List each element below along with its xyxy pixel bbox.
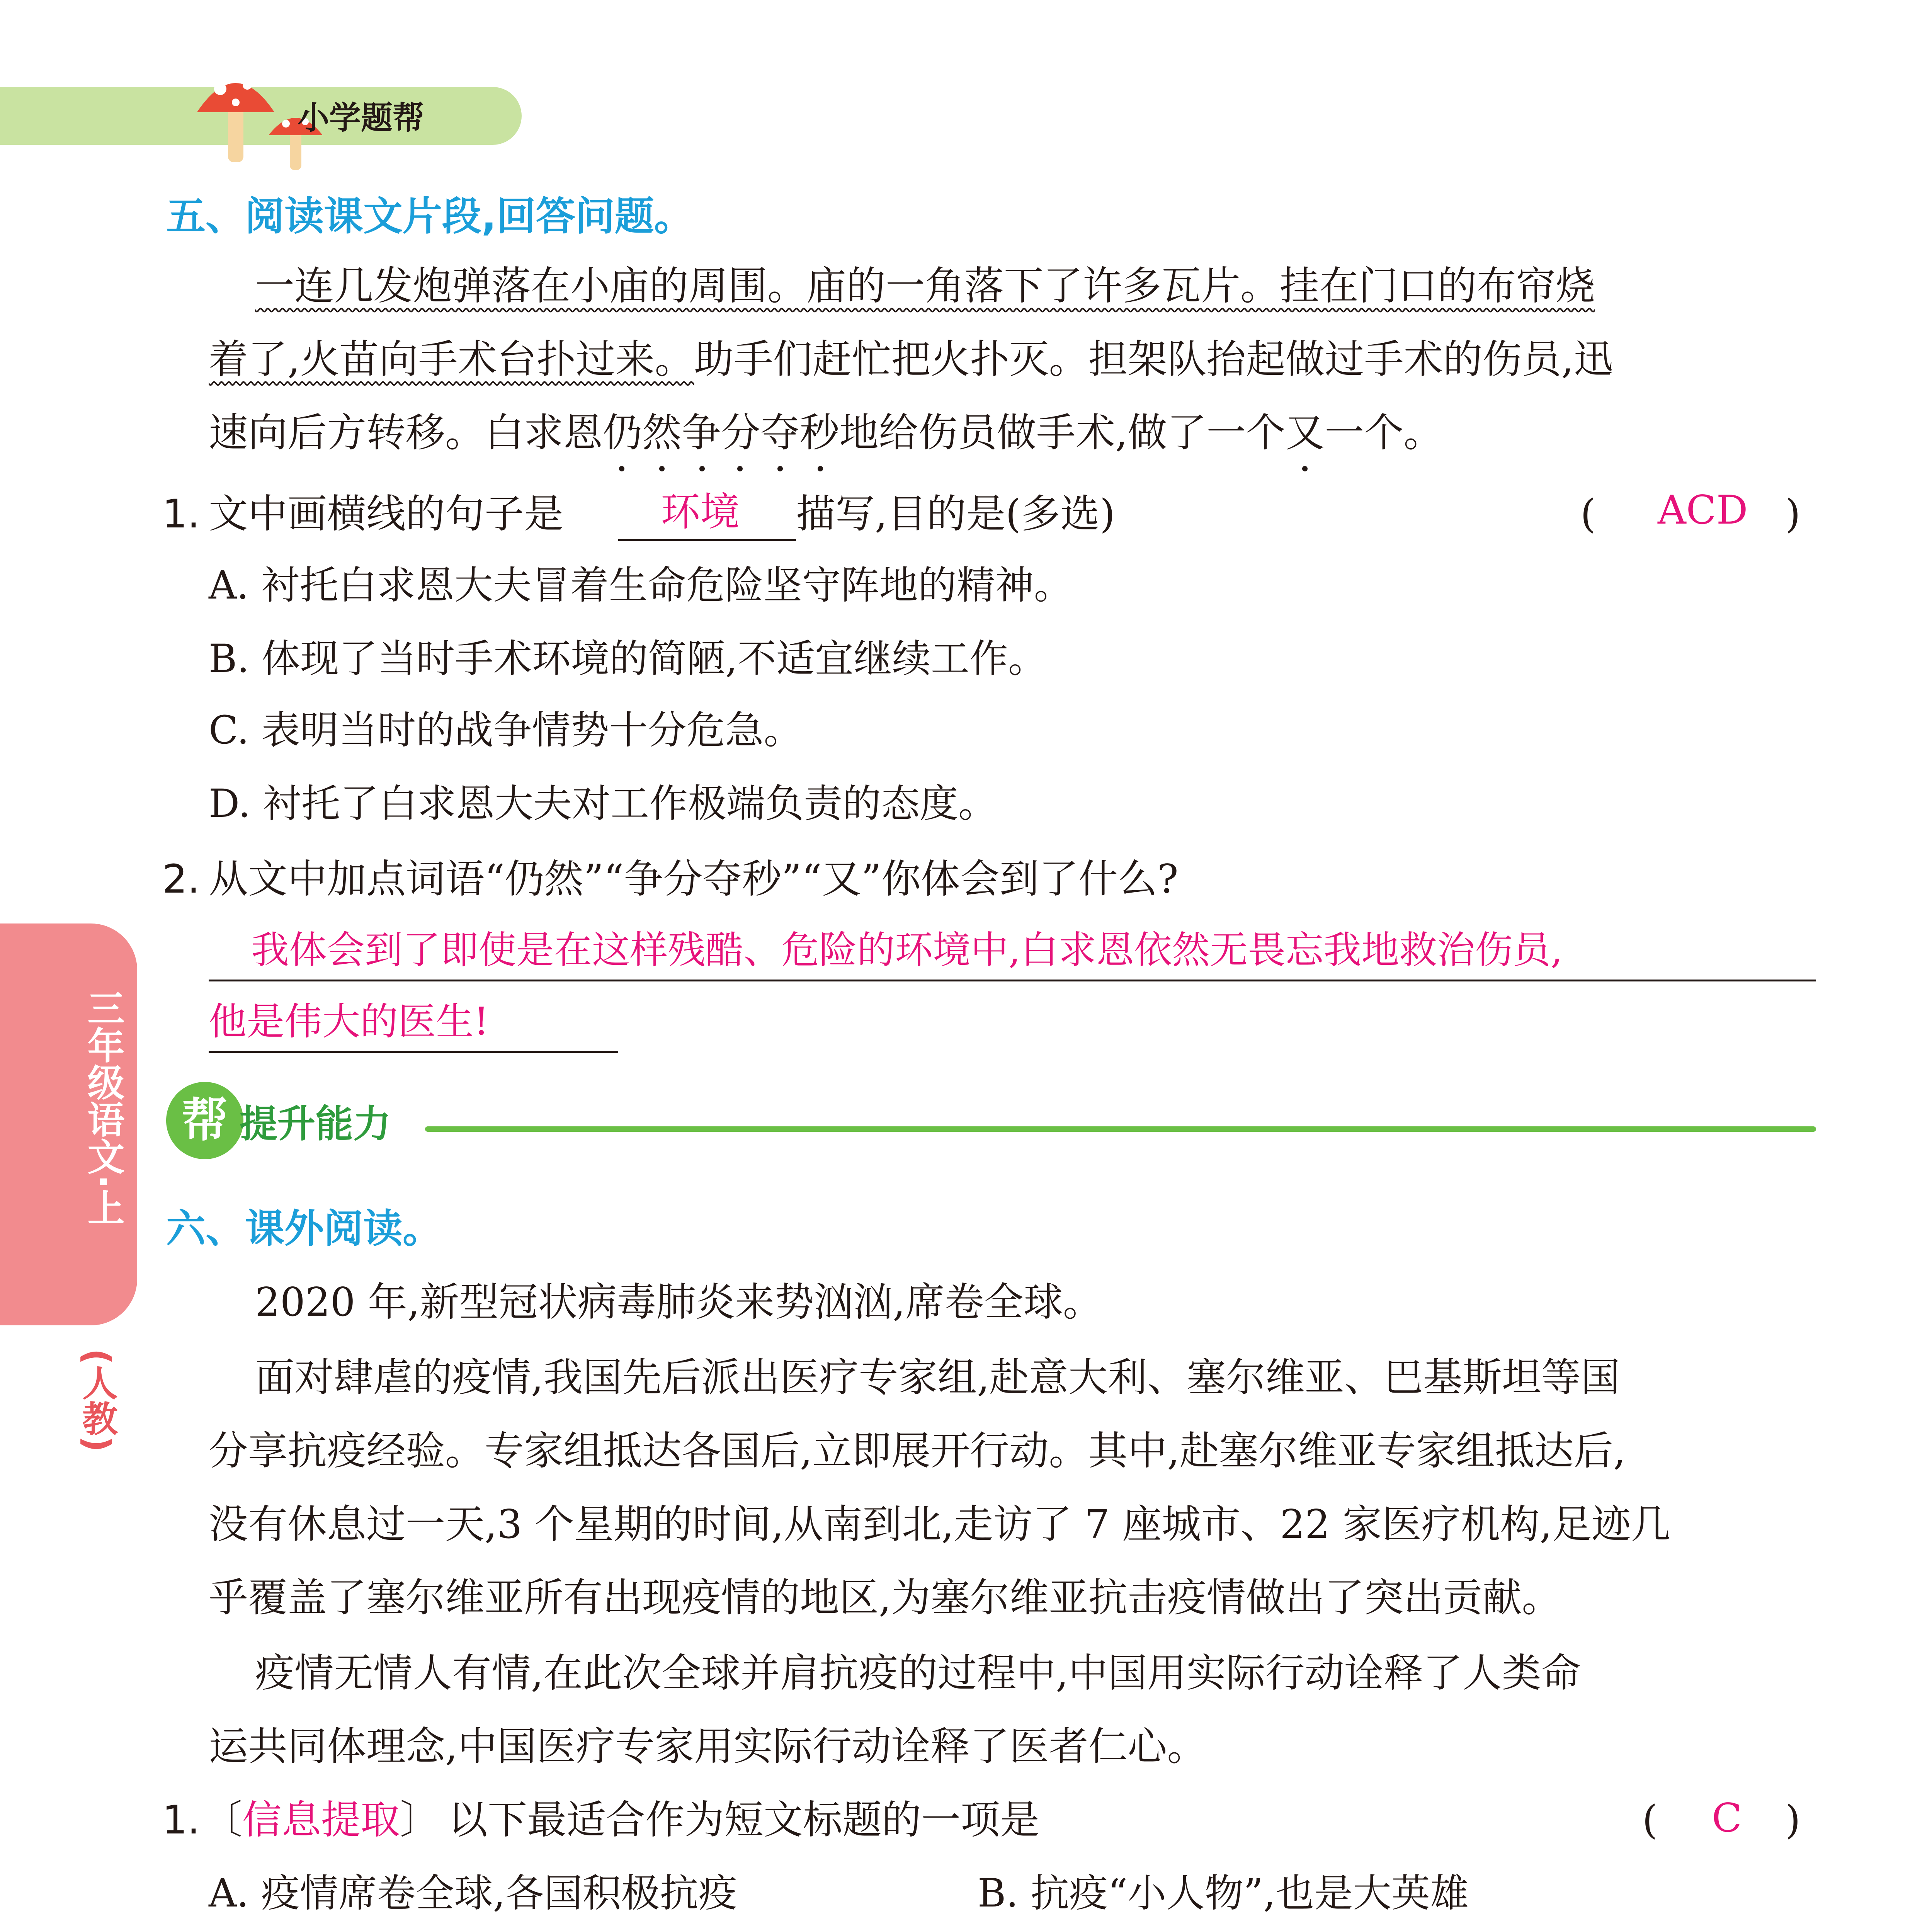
s5-q1-option-b: B. 体现了当时手术环境的简陋,不适宜继续工作。	[209, 636, 1047, 681]
banner-badge-text: 帮	[182, 1094, 228, 1147]
banner-title: 提升能力	[240, 1102, 391, 1146]
s5-q1-option-a: A. 衬托白求恩大夫冒着生命危险坚守阵地的精神。	[209, 563, 1073, 608]
dotted-words-1	[603, 410, 839, 456]
s6-para-3: 分享抗疫经验。专家组抵达各国后,立即展开行动。其中,赴塞尔维亚专家组抵达后,	[209, 1428, 1626, 1474]
s6-q1-text: 以下最适合作为短文标题的一项是	[448, 1797, 1039, 1843]
s5-q1-blank-answer: 环境	[661, 489, 740, 535]
s6-para-5: 乎覆盖了塞尔维亚所有出现疫情的地区,为塞尔维亚抗击疫情做出了突出贡献。	[209, 1575, 1561, 1621]
dotted-text-1: 仍然争分夺秒	[603, 410, 839, 456]
s6-q1-option-a: A. 疫情席卷全球,各国积极抗疫	[209, 1871, 737, 1916]
s5-q2-answer-rule2	[209, 1051, 618, 1053]
passage-line2-underlined: 着了,火苗向手术台扑过来。	[209, 337, 694, 383]
passage-line2	[209, 337, 1613, 383]
dotted-text-2: 又	[1285, 410, 1325, 456]
section6-title: 六、课外阅读。	[166, 1206, 442, 1252]
s5-q2-answer-line2: 他是伟大的医生!	[209, 1000, 489, 1044]
s5-q1-paren-open: (	[1580, 491, 1596, 537]
s6-q1-option-b: B. 抗疫“小人物”,也是大英雄	[978, 1871, 1469, 1916]
s6-para-2: 面对肆虐的疫情,我国先后派出医疗专家组,赴意大利、塞尔维亚、巴基斯坦等国	[255, 1355, 1620, 1401]
banner-rule	[425, 1126, 1816, 1132]
s6-q1-paren-close: )	[1785, 1797, 1801, 1843]
passage-line3-b: 地给伤员做手术,做了一个	[839, 410, 1286, 456]
passage-line2-rest: 助手们赶忙把火扑灭。担架队抬起做过手术的伤员,迅	[694, 337, 1613, 383]
brand-title: 小学题帮	[298, 100, 425, 136]
section5-title: 五、阅读课文片段,回答问题。	[166, 194, 694, 240]
side-tab-edition: (人教)	[77, 1349, 118, 1452]
passage-line3	[209, 410, 1443, 456]
s5-q1-paren-answer: ACD	[1658, 487, 1748, 533]
passage-line3-a: 速向后方转移。白求恩	[209, 410, 603, 456]
s6-q1-tag-text: 信息提取	[242, 1797, 400, 1843]
s5-q2-answer-rule1	[209, 980, 1816, 981]
s6-para-1: 2020 年,新型冠状病毒肺炎来势汹汹,席卷全球。	[255, 1279, 1102, 1325]
side-tab-label: 三年级语文·上	[82, 989, 125, 1226]
s5-q2-answer-line1: 我体会到了即使是在这样残酷、危险的环境中,白求恩依然无畏忘我地救治伤员,	[251, 928, 1563, 972]
s5-q1-text-b: 描写,目的是(多选)	[796, 491, 1116, 537]
passage-line1-text: 一连几发炮弹落在小庙的周围。庙的一角落下了许多瓦片。挂在门口的布帘烧	[255, 263, 1595, 309]
s6-q1-number: 1.	[162, 1797, 200, 1843]
s5-q2-number: 2.	[162, 856, 200, 902]
s5-q1-paren-close: )	[1785, 491, 1801, 537]
s5-q1-number: 1.	[162, 491, 200, 537]
passage-line3-c: 一个。	[1325, 410, 1443, 456]
s6-q1-paren-open: (	[1642, 1797, 1658, 1843]
s6-q1-tag: 〔信息提取〕	[203, 1797, 439, 1843]
s5-q2-text: 从文中加点词语“仍然”“争分夺秒”“又”你体会到了什么?	[209, 856, 1179, 902]
s6-para-7: 运共同体理念,中国医疗专家用实际行动诠释了医者仁心。	[209, 1724, 1207, 1770]
s5-q1-blank-line	[618, 539, 796, 541]
passage-line1	[255, 263, 1595, 309]
s6-para-4: 没有休息过一天,3 个星期的时间,从南到北,走访了 7 座城市、22 家医疗机构,足迹几	[209, 1502, 1670, 1548]
dotted-words-2	[1285, 410, 1325, 456]
s5-q1-option-d: D. 衬托了白求恩大夫对工作极端负责的态度。	[209, 781, 997, 826]
s6-para-6: 疫情无情人有情,在此次全球并肩抗疫的过程中,中国用实际行动诠释了人类命	[255, 1650, 1581, 1696]
s5-q1-text-a: 文中画横线的句子是	[209, 491, 563, 537]
s5-q1-option-c: C. 表明当时的战争情势十分危急。	[209, 707, 803, 753]
s6-q1-paren-answer: C	[1712, 1795, 1742, 1841]
